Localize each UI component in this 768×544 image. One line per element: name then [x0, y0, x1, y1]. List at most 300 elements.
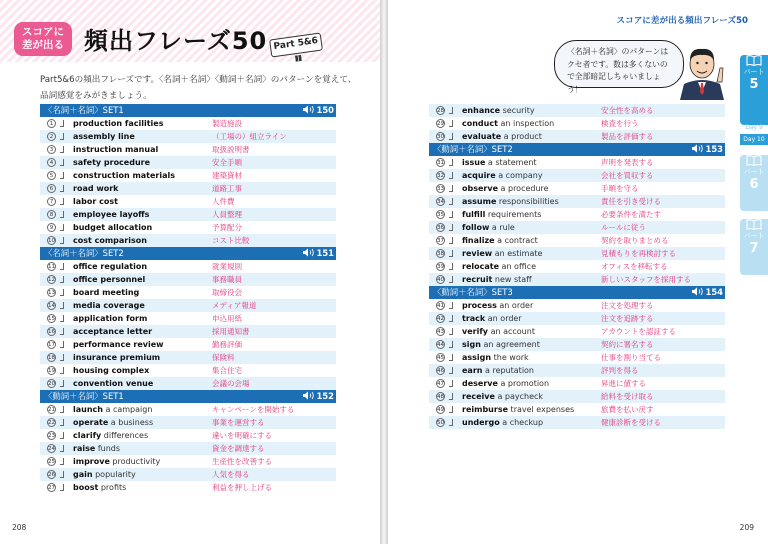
check-mark-icon[interactable] — [449, 237, 453, 244]
phrase-japanese: 給料を受け取る — [601, 392, 654, 401]
intro-text: Part5&6の頻出フレーズです。〈名詞＋名詞〉〈動詞＋名詞〉のパターンを覚えて、品詞感覚をみがきましょう。 — [40, 75, 357, 101]
phrase-row — [40, 234, 336, 247]
check-mark-icon[interactable] — [449, 367, 453, 374]
phrase-japanese: 旅費を払い戻す — [601, 405, 654, 414]
phrase-row — [429, 182, 725, 195]
phrase-number: 39 — [437, 264, 444, 270]
section-title: 〈動詞＋名詞〉SET2 — [433, 144, 513, 154]
phrase-english — [73, 195, 118, 208]
day-label-9: Day 9 — [745, 124, 763, 131]
phrase-english-key: raise — [73, 444, 96, 453]
phrase-number: 42 — [437, 316, 444, 322]
phrase-english-key: performance review — [73, 340, 164, 349]
section-header-set1 — [40, 104, 336, 117]
phrase-number: 28 — [437, 108, 444, 114]
section-header-set2 — [40, 247, 336, 260]
check-mark-icon[interactable] — [60, 120, 64, 127]
check-mark-icon[interactable] — [449, 406, 453, 413]
phrase-english-key: instruction manual — [73, 145, 159, 154]
part-tag-label: Part 5&6 — [273, 35, 319, 53]
check-mark-icon[interactable] — [449, 250, 453, 257]
phrase-number: 15 — [48, 316, 55, 322]
phrase-row — [40, 325, 336, 338]
phrase-english-rest: security — [500, 106, 535, 115]
phrase-english-key: operate — [73, 418, 109, 427]
phrase-english-key: cost comparison — [73, 236, 147, 245]
phrase-japanese: 製造施設 — [212, 119, 242, 128]
phrase-english — [462, 299, 533, 312]
phrase-english-key: labor cost — [73, 197, 118, 206]
phrase-row — [429, 247, 725, 260]
phrase-japanese: メディア報道 — [212, 301, 257, 310]
audio-track-number: 152 — [316, 391, 334, 401]
check-mark-icon[interactable] — [449, 302, 453, 309]
phrase-english — [73, 156, 150, 169]
phrase-number: 1 — [47, 119, 56, 128]
check-mark-icon[interactable] — [449, 198, 453, 205]
phrase-number: 49 — [437, 407, 444, 413]
phrase-english — [73, 208, 149, 221]
phrase-row — [40, 455, 336, 468]
check-mark-icon[interactable] — [60, 471, 64, 478]
page-number-right: 209 — [739, 523, 754, 532]
tab-part-7[interactable] — [740, 219, 768, 275]
phrase-english — [462, 377, 549, 390]
phrase-english-key: follow — [462, 223, 490, 232]
phrase-row — [429, 325, 725, 338]
phrase-english-key: budget allocation — [73, 223, 153, 232]
phrase-number: 29 — [437, 121, 444, 127]
phrase-number: 10 — [48, 238, 55, 244]
audio-speaker-icon — [302, 248, 315, 257]
phrase-japanese: 製品を評価する — [601, 132, 654, 141]
phrase-english-key: construction materials — [73, 171, 176, 180]
check-mark-icon[interactable] — [449, 224, 453, 231]
phrase-japanese: 事務職員 — [212, 275, 242, 284]
phrase-english-rest: an inspection — [497, 119, 555, 128]
phrase-japanese: 注文を追跡する — [601, 314, 654, 323]
phrase-english — [73, 273, 145, 286]
phrase-english-rest: differences — [101, 431, 149, 440]
phrase-english — [73, 286, 139, 299]
phrase-english — [73, 221, 152, 234]
phrase-english — [73, 416, 153, 429]
phrase-japanese: 人件費 — [212, 197, 235, 206]
phrase-japanese: 保険料 — [212, 353, 235, 362]
phrase-english-key: gain — [73, 470, 93, 479]
check-mark-icon[interactable] — [60, 367, 64, 374]
phrase-english — [462, 364, 534, 377]
phrase-english-key: acquire — [462, 171, 496, 180]
phrase-number: 48 — [437, 394, 444, 400]
phrase-english-key: receive — [462, 392, 495, 401]
badge-line-1: スコアに — [22, 26, 64, 38]
phrase-japanese: 注文を処理する — [601, 301, 654, 310]
phrase-japanese: コスト比較 — [212, 236, 250, 245]
phrase-number: 3 — [47, 145, 56, 154]
phrase-row — [429, 208, 725, 221]
audio-speaker-icon — [302, 391, 315, 400]
phrase-japanese: ルールに従う — [601, 223, 646, 232]
phrase-number: 45 — [437, 355, 444, 361]
phrase-english — [73, 455, 160, 468]
phrase-japanese: 違いを明確にする — [212, 431, 272, 440]
phrase-english — [73, 442, 120, 455]
phrase-row — [40, 130, 336, 143]
book-icon — [294, 54, 302, 62]
phrase-english-key: earn — [462, 366, 483, 375]
phrase-number: 13 — [48, 290, 55, 296]
phrase-number: 34 — [437, 199, 444, 205]
check-mark-icon[interactable] — [60, 354, 64, 361]
phrase-english — [462, 403, 574, 416]
check-mark-icon[interactable] — [60, 484, 64, 491]
section-title: 〈動詞＋名詞〉SET1 — [44, 391, 124, 401]
check-mark-icon[interactable] — [449, 172, 453, 179]
phrase-english — [73, 182, 119, 195]
audio-track[interactable] — [691, 143, 723, 156]
check-mark-icon[interactable] — [60, 276, 64, 283]
phrase-english — [462, 247, 542, 260]
phrase-english — [73, 143, 158, 156]
phrase-row — [40, 416, 336, 429]
phrase-japanese: 申込用紙 — [212, 314, 242, 323]
phrase-number: 32 — [437, 173, 444, 179]
page-number-left: 208 — [12, 523, 27, 532]
phrase-english-key: observe — [462, 184, 498, 193]
audio-speaker-icon — [302, 105, 315, 114]
phrase-english-key: acceptance letter — [73, 327, 153, 336]
phrase-row — [40, 169, 336, 182]
phrase-number: 7 — [47, 197, 56, 206]
phrase-row — [40, 182, 336, 195]
check-mark-icon[interactable] — [60, 263, 64, 270]
phrase-japanese: 見積もりを再検討する — [601, 249, 676, 258]
check-mark-icon[interactable] — [60, 133, 64, 140]
check-mark-icon[interactable] — [60, 445, 64, 452]
phrase-english — [462, 130, 542, 143]
phrase-row — [40, 299, 336, 312]
phrase-row — [40, 481, 336, 494]
phrase-english-key: assign — [462, 353, 492, 362]
phrase-row — [429, 390, 725, 403]
phrase-number: 17 — [48, 342, 55, 348]
phrase-japanese: アカウントを認証する — [601, 327, 676, 336]
phrase-row — [40, 156, 336, 169]
audio-speaker-icon — [691, 287, 704, 296]
phrase-english — [462, 221, 515, 234]
phrase-number: 5 — [47, 171, 56, 180]
phrase-english-rest: a contract — [494, 236, 538, 245]
phrase-japanese: 必要条件を満たす — [601, 210, 661, 219]
left-page — [0, 0, 380, 544]
phrase-english-rest: a paycheck — [494, 392, 544, 401]
phrase-english-key: relocate — [462, 262, 499, 271]
phrase-number: 16 — [48, 329, 55, 335]
phrase-english — [73, 364, 149, 377]
phrase-english — [462, 338, 540, 351]
phrase-japanese: 責任を引き受ける — [601, 197, 661, 206]
check-mark-icon[interactable] — [449, 263, 453, 270]
phrase-japanese: 手順を守る — [601, 184, 639, 193]
phrase-japanese: キャンペーンを開始する — [212, 405, 295, 414]
check-mark-icon[interactable] — [449, 159, 453, 166]
phrase-english-rest: responsibilities — [496, 197, 559, 206]
phrase-number: 38 — [437, 251, 444, 257]
phrase-english-rest: new staff — [492, 275, 532, 284]
check-mark-icon[interactable] — [60, 198, 64, 205]
phrase-english-key: process — [462, 301, 497, 310]
phrase-number: 31 — [437, 160, 444, 166]
phrase-english-key: enhance — [462, 106, 501, 115]
section-title: 〈動詞＋名詞〉SET3 — [433, 287, 513, 297]
audio-track-number: 150 — [316, 105, 334, 115]
check-mark-icon[interactable] — [60, 406, 64, 413]
phrase-row — [429, 156, 725, 169]
phrase-english-key: review — [462, 249, 493, 258]
phrase-japanese: 契約を取りまとめる — [601, 236, 669, 245]
phrase-number: 46 — [437, 368, 444, 374]
phrase-english-key: road work — [73, 184, 119, 193]
check-mark-icon[interactable] — [449, 354, 453, 361]
phrase-english-key: convention venue — [73, 379, 154, 388]
section-title: 〈名詞＋名詞〉SET1 — [44, 105, 124, 115]
speech-bubble: 〈名詞＋名詞〉のパターンはクセ者です。数は多くないので全部暗記しちゃいましょう！ — [554, 40, 684, 88]
phrase-row — [429, 221, 725, 234]
audio-track[interactable] — [691, 286, 723, 299]
check-mark-icon[interactable] — [449, 380, 453, 387]
phrase-japanese: 健康診断を受ける — [601, 418, 661, 427]
section-header-set4 — [429, 143, 725, 156]
check-mark-icon[interactable] — [60, 328, 64, 335]
phrase-number: 40 — [437, 277, 444, 283]
tab-part-6[interactable] — [740, 155, 768, 211]
check-mark-icon[interactable] — [60, 146, 64, 153]
check-mark-icon[interactable] — [449, 341, 453, 348]
phrase-row — [40, 403, 336, 416]
open-book-icon — [746, 55, 762, 66]
book-gutter — [380, 0, 388, 544]
phrase-row — [429, 403, 725, 416]
section-header-set3 — [40, 390, 336, 403]
page-title: 頻出フレーズ50 — [84, 27, 268, 55]
phrase-japanese: 道路工事 — [212, 184, 242, 193]
phrase-english-rest: an estimate — [492, 249, 543, 258]
phrase-japanese: 安全手順 — [212, 158, 242, 167]
tab-part-5[interactable] — [740, 55, 768, 125]
phrase-number: 26 — [48, 472, 55, 478]
phrase-row — [40, 143, 336, 156]
phrase-japanese: オフィスを移転する — [601, 262, 668, 271]
badge-line-2: 差が出る — [22, 39, 64, 51]
check-mark-icon[interactable] — [449, 185, 453, 192]
phrase-english-key: track — [462, 314, 486, 323]
phrase-english — [73, 481, 126, 494]
phrase-english — [73, 130, 135, 143]
phrase-english-rest: an order — [496, 301, 534, 310]
phrase-row — [429, 338, 725, 351]
audio-track[interactable] — [302, 247, 334, 260]
phrase-number: 22 — [48, 420, 55, 426]
phrase-number: 37 — [437, 238, 444, 244]
check-mark-icon[interactable] — [449, 133, 453, 140]
check-mark-icon[interactable] — [449, 276, 453, 283]
phrase-row — [40, 364, 336, 377]
phrase-english — [462, 156, 537, 169]
phrase-english-rest: a rule — [489, 223, 515, 232]
phrase-row — [40, 338, 336, 351]
phrase-number: 36 — [437, 225, 444, 231]
tab-label: パート — [743, 232, 765, 240]
phrase-english-key: employee layoffs — [73, 210, 150, 219]
phrase-english — [462, 312, 522, 325]
phrase-row — [40, 286, 336, 299]
phrase-number: 21 — [48, 407, 55, 413]
phrase-row — [429, 104, 725, 117]
phrase-english — [462, 260, 536, 273]
phrase-row — [429, 195, 725, 208]
phrase-number: 8 — [47, 210, 56, 219]
phrase-row — [429, 234, 725, 247]
phrase-english-key: insurance premium — [73, 353, 161, 362]
check-mark-icon[interactable] — [60, 302, 64, 309]
check-mark-icon[interactable] — [60, 224, 64, 231]
phrase-row — [429, 416, 725, 429]
check-mark-icon[interactable] — [60, 159, 64, 166]
phrase-number: 2 — [47, 132, 56, 141]
phrase-english-rest: a campaign — [102, 405, 153, 414]
phrase-english-rest: a reputation — [482, 366, 535, 375]
phrase-english-key: conduct — [462, 119, 498, 128]
phrase-japanese: 検査を行う — [601, 119, 639, 128]
phrase-english-rest: an office — [499, 262, 537, 271]
phrase-number: 12 — [48, 277, 55, 283]
phrase-english — [462, 273, 532, 286]
check-mark-icon[interactable] — [60, 289, 64, 296]
phrase-number: 9 — [47, 223, 56, 232]
check-mark-icon[interactable] — [60, 432, 64, 439]
phrase-row — [429, 377, 725, 390]
phrase-english-rest: requirements — [485, 210, 542, 219]
check-mark-icon[interactable] — [60, 419, 64, 426]
phrase-row — [40, 377, 336, 390]
phrase-english — [462, 351, 529, 364]
phrase-japanese: （工場の）組立ライン — [212, 132, 287, 141]
check-mark-icon[interactable] — [449, 328, 453, 335]
phrase-row — [429, 260, 725, 273]
phrase-english-rest: profits — [98, 483, 127, 492]
teacher-illustration — [676, 44, 728, 100]
audio-track-number: 153 — [705, 144, 723, 154]
phrase-japanese: 資金を調達する — [212, 444, 265, 453]
phrase-table-right — [429, 104, 725, 429]
phrase-english-key: verify — [462, 327, 489, 336]
phrase-english — [73, 403, 152, 416]
phrase-english-key: finalize — [462, 236, 495, 245]
tab-number: 6 — [749, 177, 759, 192]
phrase-english — [73, 429, 148, 442]
phrase-row — [429, 364, 725, 377]
phrase-english — [462, 169, 543, 182]
phrase-row — [40, 260, 336, 273]
phrase-japanese: 勤務評価 — [212, 340, 242, 349]
check-mark-icon[interactable] — [60, 211, 64, 218]
phrase-row — [40, 195, 336, 208]
phrase-japanese: 昇進に値する — [601, 379, 646, 388]
phrase-english-key: clarify — [73, 431, 102, 440]
check-mark-icon[interactable] — [60, 380, 64, 387]
phrase-english-key: production facilities — [73, 119, 164, 128]
phrase-japanese: 会議の会場 — [212, 379, 250, 388]
phrase-japanese: 取締役会 — [212, 288, 242, 297]
phrase-number: 43 — [437, 329, 444, 335]
check-mark-icon[interactable] — [449, 120, 453, 127]
check-mark-icon[interactable] — [449, 315, 453, 322]
phrase-english — [462, 208, 541, 221]
check-mark-icon[interactable] — [60, 172, 64, 179]
phrase-english-key: assume — [462, 197, 497, 206]
phrase-number: 23 — [48, 433, 55, 439]
phrase-english — [462, 117, 554, 130]
audio-track[interactable] — [302, 390, 334, 403]
phrase-japanese: 生産性を改善する — [212, 457, 272, 466]
phrase-row — [429, 130, 725, 143]
phrase-english — [73, 325, 152, 338]
phrase-row — [40, 442, 336, 455]
phrase-english — [73, 169, 175, 182]
check-mark-icon[interactable] — [449, 107, 453, 114]
phrase-number: 18 — [48, 355, 55, 361]
check-mark-icon[interactable] — [60, 237, 64, 244]
phrase-english — [462, 182, 549, 195]
phrase-english-rest: the work — [491, 353, 529, 362]
section-header-set5 — [429, 286, 725, 299]
check-mark-icon[interactable] — [449, 419, 453, 426]
audio-track[interactable] — [302, 104, 334, 117]
phrase-number: 20 — [48, 381, 55, 387]
phrase-number: 33 — [437, 186, 444, 192]
tab-number: 5 — [749, 77, 759, 92]
phrase-english-rest: an agreement — [480, 340, 540, 349]
phrase-english-key: reimburse — [462, 405, 509, 414]
phrase-japanese: 人員整理 — [212, 210, 242, 219]
phrase-english — [462, 416, 543, 429]
phrase-row — [40, 351, 336, 364]
phrase-english — [73, 299, 145, 312]
check-mark-icon[interactable] — [449, 393, 453, 400]
phrase-row — [40, 221, 336, 234]
phrase-japanese: 集合住宅 — [212, 366, 242, 375]
audio-speaker-icon — [691, 144, 704, 153]
phrase-english — [462, 390, 543, 403]
check-mark-icon[interactable] — [60, 315, 64, 322]
phrase-row — [429, 169, 725, 182]
phrase-number: 11 — [48, 264, 55, 270]
check-mark-icon[interactable] — [60, 341, 64, 348]
check-mark-icon[interactable] — [449, 211, 453, 218]
phrase-japanese: 会社を買収する — [601, 171, 654, 180]
phrase-english-key: deserve — [462, 379, 498, 388]
phrase-number: 24 — [48, 446, 55, 452]
phrase-english-rest: a business — [108, 418, 154, 427]
check-mark-icon[interactable] — [60, 185, 64, 192]
phrase-english — [73, 338, 164, 351]
phrase-english-rest: travel expenses — [508, 405, 575, 414]
phrase-english-rest: popularity — [92, 470, 136, 479]
check-mark-icon[interactable] — [60, 458, 64, 465]
phrase-english — [73, 312, 147, 325]
phrase-japanese: 人気を得る — [212, 470, 250, 479]
